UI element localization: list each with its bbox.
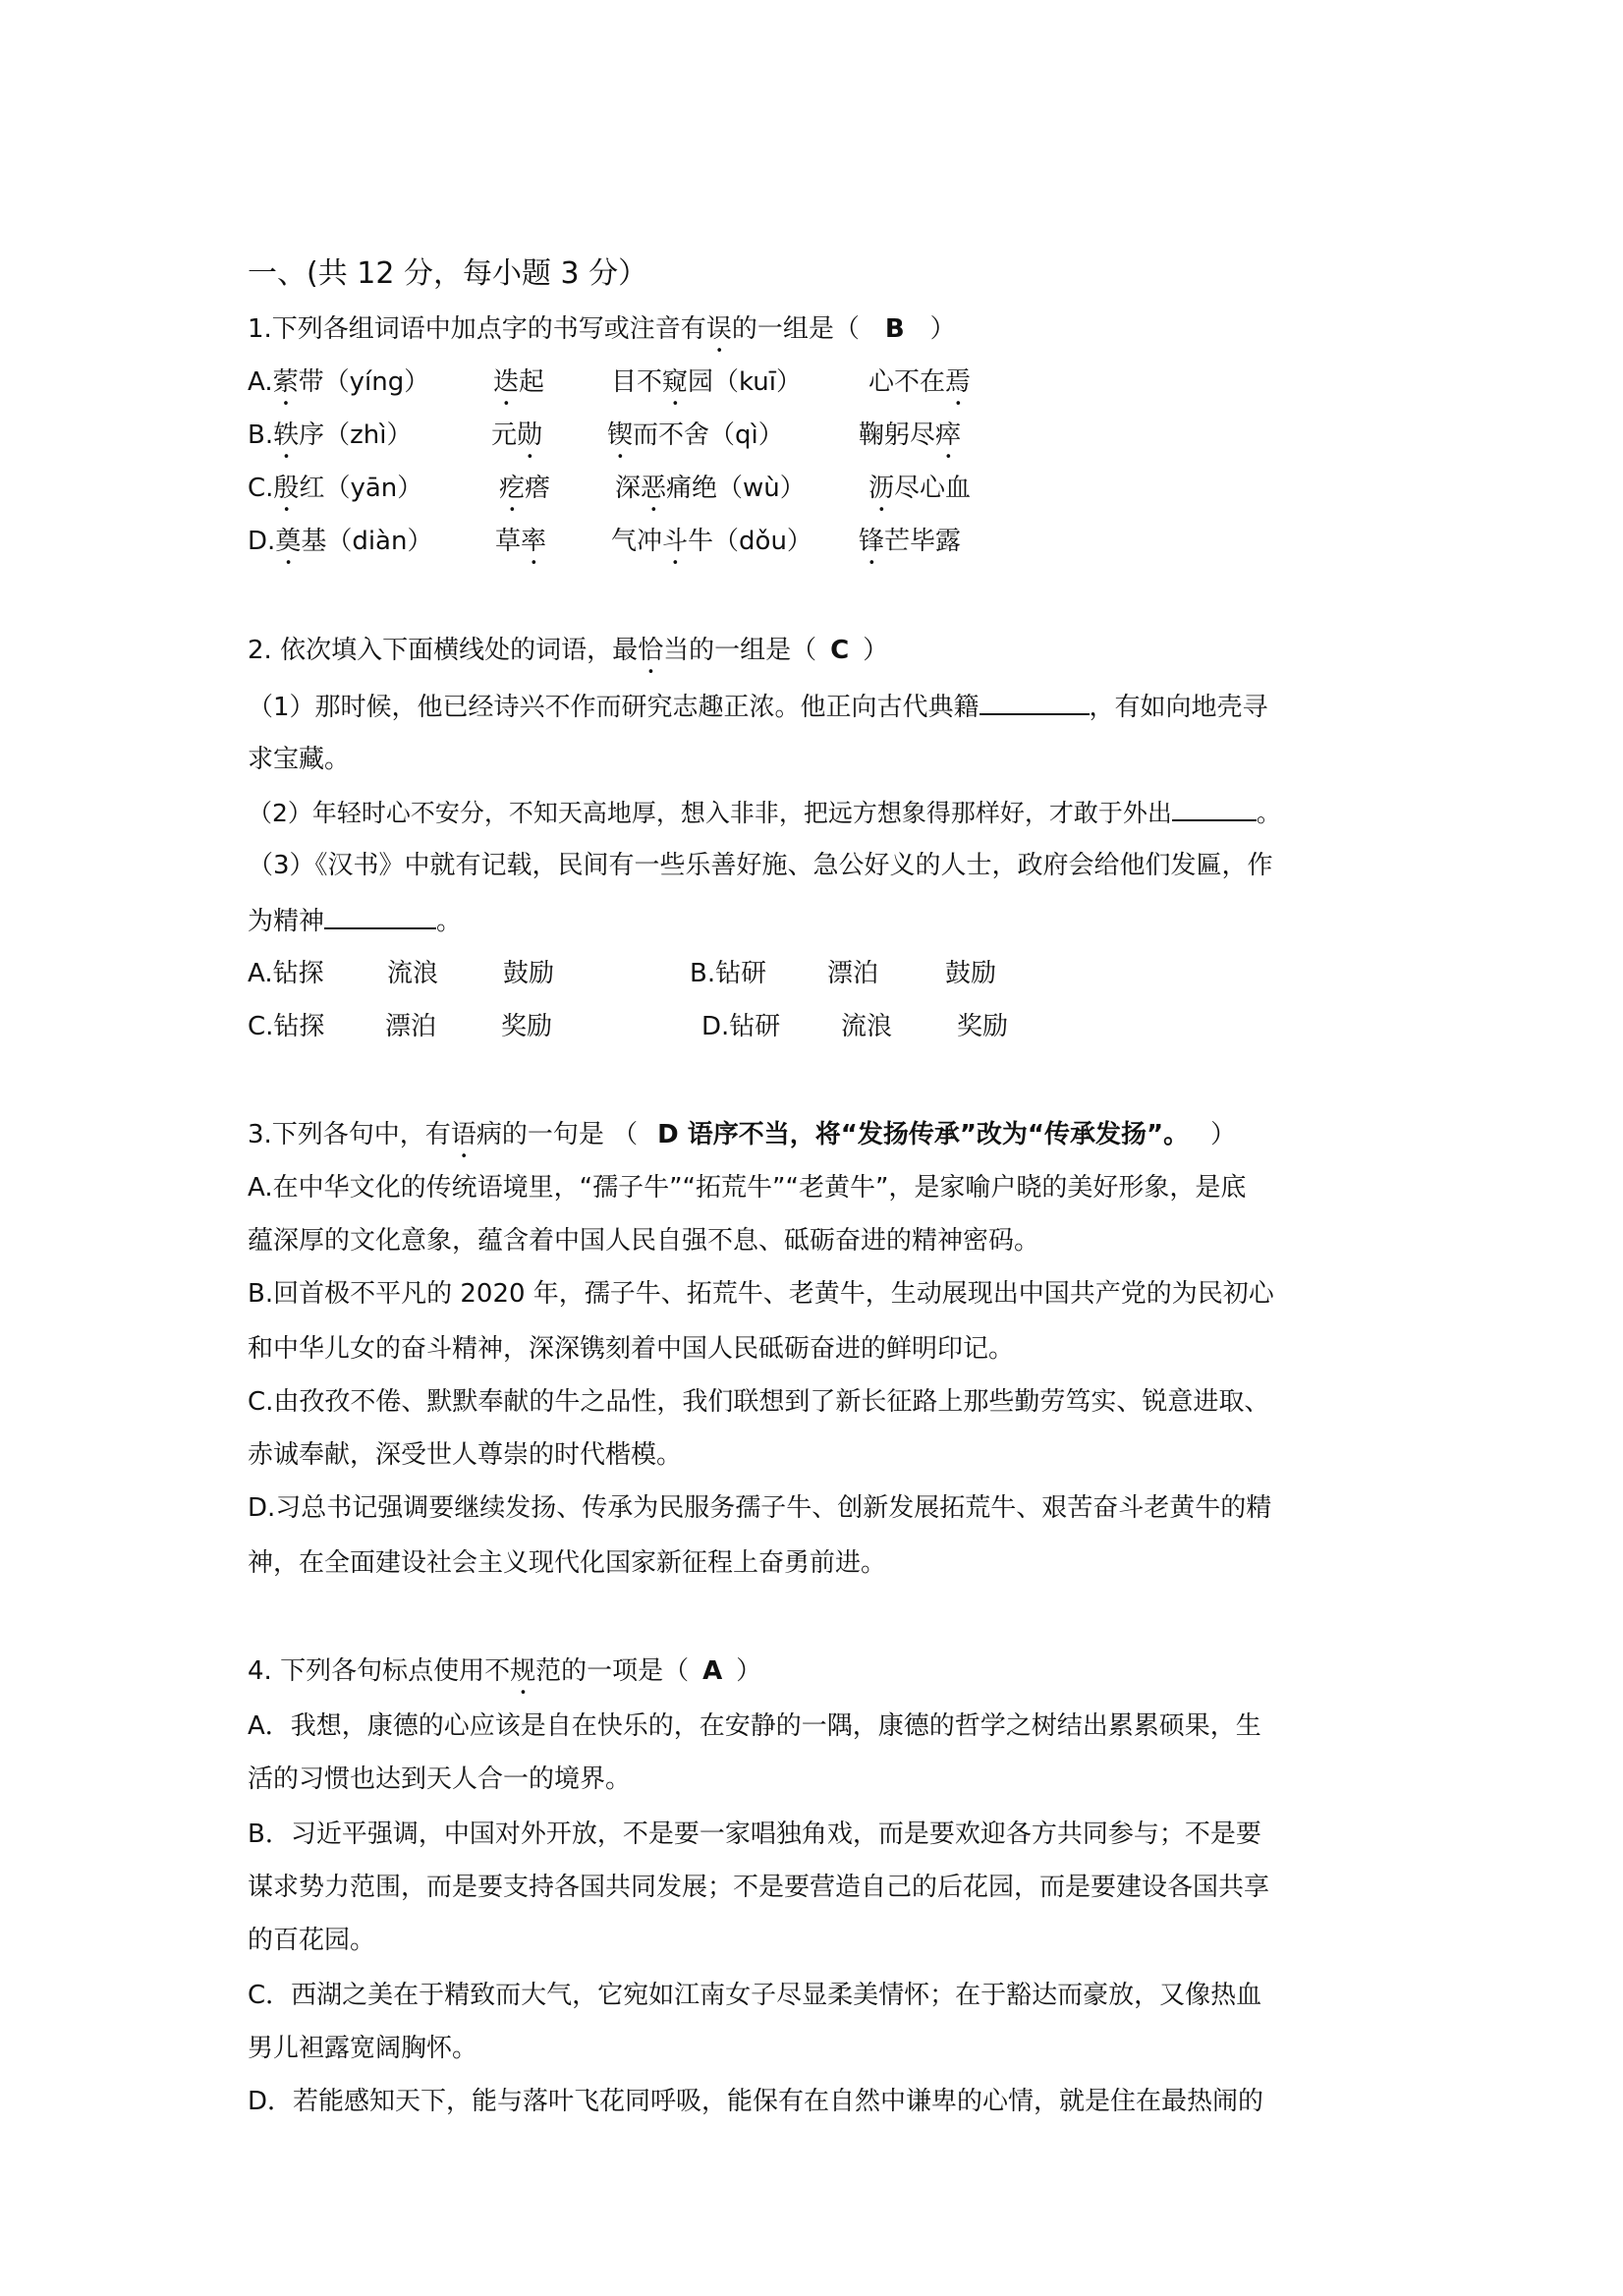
q4-option-b-line1: B．习近平强调，中国对外开放，不是要一家唱独角戏，而是要欢迎各方共同参与；不是要	[248, 1820, 1261, 1849]
q4-answer: A	[702, 1656, 723, 1686]
q2-sentence1-line2: 求宝藏。	[248, 745, 351, 774]
q2-sentence3-line2: 为精神 。	[248, 904, 462, 938]
q2-option-b-1: B.钻研	[690, 959, 767, 988]
q1-option-c-col1: C.殷红（yān）	[248, 474, 423, 503]
q1-option-b-col2: 元勋	[491, 420, 543, 450]
q3-stem-emphasis: 语	[450, 1120, 476, 1149]
q4-option-a-line2: 活的习惯也达到天人合一的境界。	[248, 1764, 632, 1794]
q2-option-d-3: 奖励	[957, 1012, 1009, 1041]
q4-option-a-line1: A．我想，康德的心应该是自在快乐的，在安静的一隅，康德的哲学之树结出累累硕果，生	[248, 1711, 1261, 1741]
q2-sentence3-line1: （3）《汉书》中就有记载，民间有一些乐善好施、急公好义的人士，政府会给他们发匾，作	[248, 851, 1273, 880]
q4-stem-emphasis: 规	[510, 1656, 536, 1686]
q2-option-b-2: 漂泊	[827, 959, 879, 988]
q1-answer: B	[884, 314, 905, 344]
q1-option-d-col1: D.奠基（diàn）	[248, 527, 433, 556]
q2-option-a-1: A.钻探	[248, 959, 324, 988]
q1-option-d-col3: 气冲斗牛（dǒu）	[611, 527, 812, 556]
q2-blank-2	[1172, 796, 1257, 821]
q2-blank-1	[979, 690, 1090, 715]
q2-sentence2: （2）年轻时心不安分，不知天高地厚，想入非非，把远方想象得那样好，才敢于外出 。	[248, 796, 1281, 830]
q1-option-d-col2: 草率	[495, 527, 547, 556]
q4-option-c-line2: 男儿袒露宽阔胸怀。	[248, 2034, 478, 2063]
q2-option-c-1: C.钻探	[248, 1012, 325, 1041]
q4-stem: 4. 下列各句标点使用不规范的一项是（ A ）	[248, 1656, 762, 1686]
q3-option-b-line2: 和中华儿女的奋斗精神，深深镌刻着中国人民砥砺奋进的鲜明印记。	[248, 1334, 1015, 1364]
q3-option-b-line1: B.回首极不平凡的 2020 年，孺子牛、拓荒牛、老黄牛，生动展现出中国共产党的为民初心	[248, 1279, 1274, 1309]
q1-stem: 1.下列各组词语中加点字的书写或注音有误的一组是（ B ）	[248, 314, 956, 344]
section-heading: 一、(共 12 分，每小题 3 分）	[248, 256, 648, 291]
q1-option-b-col3: 锲而不舍（qì）	[607, 420, 784, 450]
q1-stem-emphasis: 误	[705, 314, 732, 344]
q4-option-b-line3: 的百花园。	[248, 1926, 376, 1955]
q1-option-b-col1: B.轶序（zhì）	[248, 420, 413, 450]
q3-answer: D 语序不当，将“发扬传承”改为“传承发扬”。	[657, 1120, 1190, 1149]
q2-option-d-2: 流浪	[841, 1012, 893, 1041]
q1-option-c-col2: 疙瘩	[499, 474, 551, 503]
q3-stem: 3.下列各句中，有语病的一句是 （ D 语序不当，将“发扬传承”改为“传承发扬”。 ）	[248, 1120, 1237, 1149]
q2-option-d-1: D.钻研	[701, 1012, 781, 1041]
q2-stem: 2. 依次填入下面横线处的词语，最恰当的一组是（ C ）	[248, 636, 889, 665]
q4-option-c-line1: C．西湖之美在于精致而大气，它宛如江南女子尽显柔美情怀；在于豁达而豪放，又像热血	[248, 1981, 1262, 2010]
q1-option-c-col3: 深恶痛绝（wù）	[615, 474, 806, 503]
q2-answer: C	[830, 636, 850, 665]
q1-option-a-col2: 迭起	[493, 367, 545, 397]
q2-option-a-2: 流浪	[387, 959, 439, 988]
q3-option-a-line2: 蕴深厚的文化意象，蕴含着中国人民自强不息、砥砺奋进的精神密码。	[248, 1226, 1040, 1256]
q1-option-d-col4: 锋芒毕露	[859, 527, 962, 556]
q3-option-d-line2: 神，在全面建设社会主义现代化国家新征程上奋勇前进。	[248, 1548, 887, 1578]
q1-option-c-col4: 沥尽心血	[868, 474, 972, 503]
q3-option-c-line1: C.由孜孜不倦、默默奉献的牛之品性，我们联想到了新长征路上那些勤劳笃实、锐意进取、	[248, 1387, 1270, 1417]
q2-option-a-3: 鼓励	[503, 959, 555, 988]
q1-option-a-col1: A.萦带（yíng）	[248, 367, 430, 397]
q2-stem-emphasis: 恰	[638, 636, 664, 665]
q3-option-c-line2: 赤诚奉献，深受世人尊崇的时代楷模。	[248, 1440, 683, 1470]
q1-option-a-col4: 心不在焉	[868, 367, 972, 397]
q3-option-d-line1: D.习总书记强调要继续发扬、传承为民服务孺子牛、创新发展拓荒牛、艰苦奋斗老黄牛的精	[248, 1493, 1272, 1523]
q1-option-a-col3: 目不窥园（kuī）	[611, 367, 802, 397]
q4-option-b-line2: 谋求势力范围，而是要支持各国共同发展；不是要营造自己的后花园，而是要建设各国共享	[248, 1873, 1270, 1902]
q1-option-b-col4: 鞠躬尽瘁	[859, 420, 962, 450]
q2-sentence1-line1: （1）那时候，他已经诗兴不作而研究志趣正浓。他正向古代典籍 ，有如向地壳寻	[248, 690, 1268, 724]
q3-option-a-line1: A.在中华文化的传统语境里，“孺子牛”“拓荒牛”“老黄牛”，是家喻户晓的美好形象，是底	[248, 1173, 1247, 1203]
q2-option-b-3: 鼓励	[945, 959, 997, 988]
q2-option-c-3: 奖励	[501, 1012, 553, 1041]
q4-option-d-line1: D．若能感知天下，能与落叶飞花同呼吸，能保有在自然中谦卑的心情，就是住在最热闹的	[248, 2087, 1264, 2116]
q2-option-c-2: 漂泊	[385, 1012, 437, 1041]
q2-blank-3	[324, 904, 436, 929]
